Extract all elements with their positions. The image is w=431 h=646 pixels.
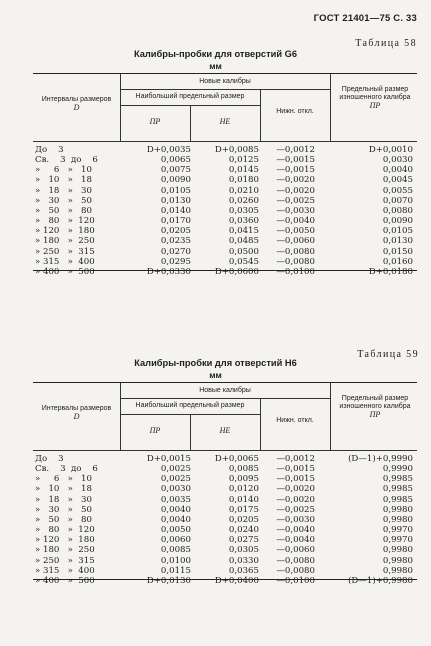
worn-cell: 0,9980 [382,504,413,515]
table-row [33,525,417,535]
table-row [33,545,417,555]
table-row [33,216,417,226]
table-row [33,495,417,505]
table-row [33,155,417,165]
interval-cell: » 120 » 180 [35,535,95,546]
ne-cell: 0,0180 [228,175,259,186]
lower-dev-cell: —0,0080 [276,565,315,576]
worn-cell: 0,9970 [382,535,413,546]
worn-cell: 0,0045 [382,175,413,186]
table-title [0,357,431,381]
header-worn [335,395,415,420]
header-max-size: Наибольший предельный размер [135,93,245,100]
ne-cell: 0,0120 [228,484,259,495]
lower-dev-cell: —0,0015 [276,155,315,166]
pr-cell: D+0,0130 [146,575,191,586]
pr-cell: D+0,0015 [146,454,191,464]
lower-dev-cell: —0,0030 [276,205,315,216]
table-title [0,48,431,72]
worn-cell: 0,9980 [382,545,413,556]
pr-cell: 0,0090 [160,175,191,186]
table-row [33,535,417,545]
ne-cell: 0,0305 [228,205,259,216]
table-row [33,226,417,236]
lower-dev-cell: —0,0025 [276,195,315,206]
lower-dev-cell: —0,0020 [276,494,315,505]
interval-cell: » 6 » 10 [35,474,92,485]
table-unit: мм [209,370,222,380]
table-row [33,247,417,257]
lower-dev-cell: —0,0020 [276,175,315,186]
lower-dev-cell: —0,0040 [276,535,315,546]
ne-cell: 0,0085 [228,464,259,475]
worn-cell: 0,9980 [382,514,413,525]
table-title-text: Калибры-пробки для отверстий G6 [133,49,298,59]
pr-cell: 0,0030 [160,484,191,495]
worn-cell: 0,0080 [382,205,413,216]
ne-cell: 0,0205 [228,514,259,525]
ne-cell: 0,0240 [228,525,259,536]
lower-dev-cell: —0,0100 [276,575,315,586]
interval-cell: Св. 3 до 6 [35,155,98,166]
lower-dev-cell: —0,0015 [276,165,315,176]
pr-cell: 0,0235 [160,236,191,247]
worn-cell: 0,9970 [382,525,413,536]
ne-cell: 0,0275 [228,535,259,546]
worn-cell: 0,0030 [382,155,413,166]
pr-cell: 0,0025 [160,464,191,475]
worn-cell: (D—1)+0,9990 [348,454,413,464]
lower-dev-cell: —0,0012 [276,145,315,155]
header-pr [120,118,190,127]
interval-cell: » 30 » 50 [35,504,92,515]
lower-dev-cell: —0,0060 [276,545,315,556]
worn-cell: 0,0070 [382,195,413,206]
lower-dev-cell: —0,0040 [276,525,315,536]
table-row [33,236,417,246]
worn-cell: 0,9990 [382,464,413,475]
interval-cell: До 3 [35,145,64,155]
lower-dev-cell: —0,0012 [276,454,315,464]
lower-dev-cell: —0,0100 [276,266,315,277]
lower-dev-cell: —0,0020 [276,484,315,495]
table-row [33,267,417,277]
header-interval [33,405,120,422]
lower-dev-cell: —0,0080 [276,246,315,257]
header-worn-symbol: ПР [369,101,381,110]
worn-cell: (D—1)+0,9980 [348,575,413,586]
header-ne-text: НЕ [219,117,231,126]
ne-cell: 0,0360 [228,216,259,227]
pr-cell: 0,0035 [160,494,191,505]
table-unit: мм [209,61,222,71]
interval-cell: » 180 » 250 [35,545,95,556]
worn-cell: 0,0160 [382,256,413,267]
ne-cell: 0,0260 [228,195,259,206]
worn-cell: 0,9985 [382,484,413,495]
ne-cell: 0,0125 [228,155,259,166]
pr-cell: 0,0205 [160,226,191,237]
lower-dev-cell: —0,0015 [276,464,315,475]
pr-cell: 0,0105 [160,185,191,196]
pr-cell: 0,0025 [160,474,191,485]
interval-cell: » 400 » 500 [35,575,95,586]
interval-cell: » 50 » 80 [35,205,92,216]
header-interval [33,96,120,113]
interval-cell: » 10 » 18 [35,175,92,186]
pr-cell: 0,0170 [160,216,191,227]
table-row [33,454,417,464]
worn-cell: 0,9980 [382,565,413,576]
table-row [33,515,417,525]
ne-cell: 0,0485 [228,236,259,247]
interval-cell: » 50 » 80 [35,514,92,525]
interval-cell: » 250 » 315 [35,246,95,257]
worn-cell: 0,0055 [382,185,413,196]
pr-cell: 0,0050 [160,525,191,536]
lower-dev-cell: —0,0080 [276,256,315,267]
ne-cell: 0,0140 [228,494,259,505]
worn-cell: 0,0090 [382,216,413,227]
interval-cell: » 80 » 120 [35,216,95,227]
header-interval-symbol: D [73,103,80,112]
page-header: ГОСТ 21401—75 С. 33 [313,13,417,24]
table-row [33,206,417,216]
interval-cell: » 80 » 120 [35,525,95,536]
gauge-table [33,382,417,586]
interval-cell: » 180 » 250 [35,236,95,247]
interval-cell: До 3 [35,454,64,464]
interval-cell: » 250 » 315 [35,555,95,566]
worn-cell: D+0,0180 [368,266,413,277]
header-ne [190,118,260,127]
interval-cell: » 6 » 10 [35,165,92,176]
table-title-text: Калибры-пробки для отверстий H6 [134,358,297,368]
pr-cell: 0,0060 [160,535,191,546]
ne-cell: D+0,0600 [214,266,259,277]
pr-cell: 0,0040 [160,514,191,525]
table-row [33,505,417,515]
table-row [33,474,417,484]
header-pr-text: ПР [149,426,161,435]
ne-cell: 0,0145 [228,165,259,176]
table-row [33,257,417,267]
lower-dev-cell: —0,0030 [276,514,315,525]
interval-cell: » 120 » 180 [35,226,95,237]
ne-cell: D+0,0400 [214,575,259,586]
header-ne-text: НЕ [219,426,231,435]
header-lower-dev: Нижн. откл. [276,417,314,424]
worn-cell: 0,0130 [382,236,413,247]
pr-cell: 0,0270 [160,246,191,257]
table-row [33,484,417,494]
pr-cell: 0,0100 [160,555,191,566]
header-pr-text: ПР [149,117,161,126]
ne-cell: 0,0500 [228,246,259,257]
header-worn-text: Предельный размер изношенного калибра [339,395,411,410]
header-pr [120,427,190,436]
header-worn [335,86,415,111]
ne-cell: 0,0175 [228,504,259,515]
ne-cell: 0,0365 [228,565,259,576]
lower-dev-cell: —0,0020 [276,185,315,196]
ne-cell: 0,0415 [228,226,259,237]
header-interval-text: Интервалы размеров [41,405,112,412]
table-label: Таблица 58 [355,38,417,49]
ne-cell: 0,0305 [228,545,259,556]
pr-cell: D+0,0330 [146,266,191,277]
table-row [33,566,417,576]
table-row [33,186,417,196]
table-row [33,196,417,206]
worn-cell: 0,9980 [382,555,413,566]
ne-cell: D+0,0085 [214,145,259,155]
gauge-table [33,73,417,277]
pr-cell: D+0,0035 [146,145,191,155]
pr-cell: 0,0295 [160,256,191,267]
interval-cell: » 315 » 400 [35,565,95,576]
header-new-gauges: Новые калибры [199,78,251,85]
table-row [33,576,417,586]
header-max-size: Наибольший предельный размер [135,402,245,409]
pr-cell: 0,0130 [160,195,191,206]
ne-cell: 0,0545 [228,256,259,267]
header-worn-text: Предельный размер изношенного калибра [339,86,411,101]
pr-cell: 0,0085 [160,545,191,556]
worn-cell: 0,9985 [382,494,413,505]
table-label: Таблица 59 [357,349,419,360]
lower-dev-cell: —0,0050 [276,226,315,237]
interval-cell: » 18 » 30 [35,494,92,505]
table-row [33,165,417,175]
lower-dev-cell: —0,0025 [276,504,315,515]
header-worn-symbol: ПР [369,410,381,419]
pr-cell: 0,0140 [160,205,191,216]
lower-dev-cell: —0,0080 [276,555,315,566]
interval-cell: » 18 » 30 [35,185,92,196]
lower-dev-cell: —0,0040 [276,216,315,227]
worn-cell: D+0,0010 [368,145,413,155]
table-row [33,556,417,566]
header-interval-text: Интервалы размеров [41,96,112,103]
lower-dev-cell: —0,0060 [276,236,315,247]
worn-cell: 0,0105 [382,226,413,237]
ne-cell: 0,0095 [228,474,259,485]
worn-cell: 0,9985 [382,474,413,485]
pr-cell: 0,0115 [160,565,191,576]
interval-cell: » 400 » 500 [35,266,95,277]
ne-cell: 0,0330 [228,555,259,566]
ne-cell: 0,0210 [228,185,259,196]
worn-cell: 0,0040 [382,165,413,176]
lower-dev-cell: —0,0015 [276,474,315,485]
table-row [33,464,417,474]
pr-cell: 0,0075 [160,165,191,176]
header-ne [190,427,260,436]
worn-cell: 0,0150 [382,246,413,257]
interval-cell: » 10 » 18 [35,484,92,495]
interval-cell: Св. 3 до 6 [35,464,98,475]
header-new-gauges: Новые калибры [199,387,251,394]
header-interval-symbol: D [73,412,80,421]
header-lower-dev: Нижн. откл. [276,108,314,115]
table-row [33,175,417,185]
interval-cell: » 30 » 50 [35,195,92,206]
table-row [33,145,417,155]
pr-cell: 0,0040 [160,504,191,515]
interval-cell: » 315 » 400 [35,256,95,267]
ne-cell: D+0,0065 [214,454,259,464]
pr-cell: 0,0065 [160,155,191,166]
